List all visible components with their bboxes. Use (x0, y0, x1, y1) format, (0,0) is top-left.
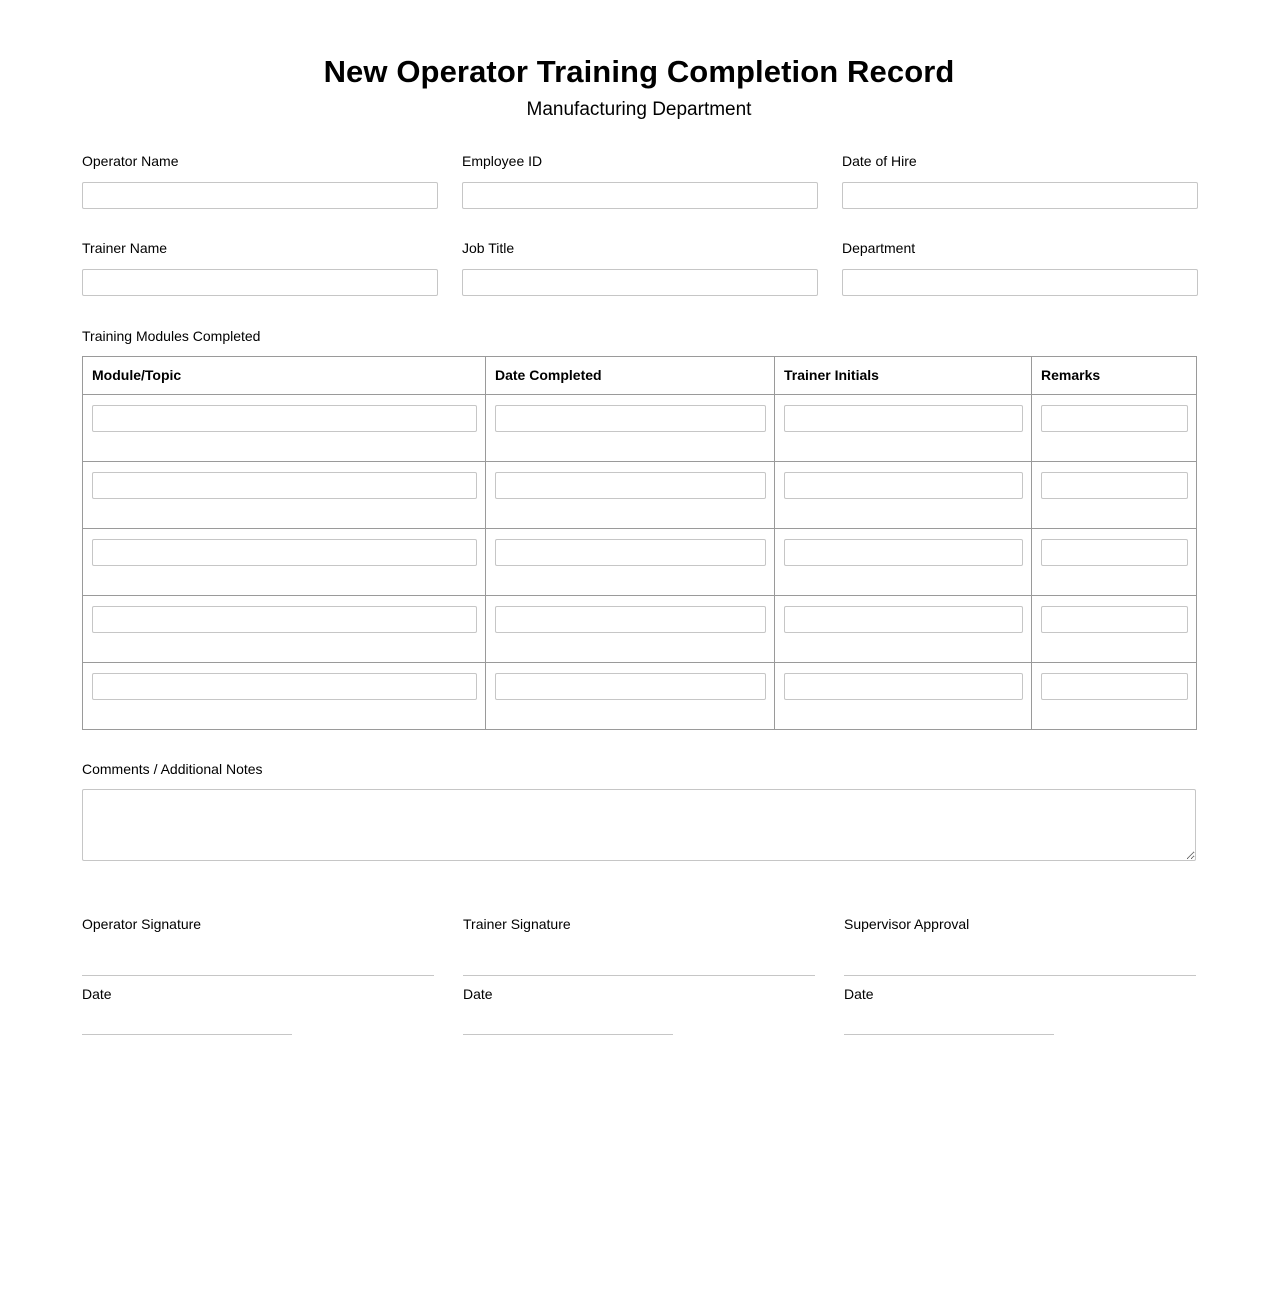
page-title: New Operator Training Completion Record (323, 54, 955, 89)
module-input-row-1[interactable] (92, 405, 477, 432)
trainer-initials-input-row-2[interactable] (784, 472, 1023, 499)
trainer-signature-label: Trainer Signature (463, 916, 571, 933)
operator-name-input[interactable] (82, 182, 438, 209)
date-of-hire-label: Date of Hire (842, 153, 917, 170)
module-input-row-3[interactable] (92, 539, 477, 566)
trainer-initials-input-row-1[interactable] (784, 405, 1023, 432)
table-row (83, 462, 1197, 529)
department-label: Department (842, 240, 916, 257)
remarks-input-row-5[interactable] (1041, 673, 1188, 700)
cell-trainer-initials (775, 529, 1032, 596)
trainer-date-line[interactable] (463, 1034, 673, 1035)
table-header-row (83, 357, 1197, 395)
cell-date-completed (486, 462, 775, 529)
cell-trainer-initials (775, 462, 1032, 529)
field-date-of-hire (842, 153, 1198, 209)
date-completed-input-row-5[interactable] (495, 673, 766, 700)
signature-block-supervisor (844, 916, 1196, 1035)
cell-module (83, 663, 486, 730)
table-row (83, 529, 1197, 596)
trainer-initials-input-row-5[interactable] (784, 673, 1023, 700)
module-input-row-2[interactable] (92, 472, 477, 499)
date-completed-input-row-1[interactable] (495, 405, 766, 432)
job-title-input[interactable] (462, 269, 818, 296)
column-header-trainer-initials: Trainer Initials (775, 357, 1032, 395)
cell-trainer-initials (775, 663, 1032, 730)
operator-name-label: Operator Name (82, 153, 179, 170)
comments-section (82, 761, 1196, 861)
trainer-name-label: Trainer Name (82, 240, 168, 257)
field-trainer-name (82, 240, 438, 296)
department-input[interactable] (842, 269, 1198, 296)
remarks-input-row-1[interactable] (1041, 405, 1188, 432)
cell-date-completed (486, 529, 775, 596)
page-subtitle: Manufacturing Department (526, 98, 752, 120)
field-job-title (462, 240, 818, 296)
date-completed-input-row-4[interactable] (495, 606, 766, 633)
trainer-initials-input-row-4[interactable] (784, 606, 1023, 633)
module-input-row-5[interactable] (92, 673, 477, 700)
comments-label: Comments / Additional Notes (82, 761, 263, 778)
operator-signature-line[interactable] (82, 975, 434, 976)
date-of-hire-input[interactable] (842, 182, 1198, 209)
supervisor-approval-label: Supervisor Approval (844, 916, 970, 933)
table-body (83, 395, 1197, 730)
cell-date-completed (486, 596, 775, 663)
field-department (842, 240, 1198, 296)
operator-date-line[interactable] (82, 1034, 292, 1035)
trainer-date-label: Date (463, 986, 493, 1003)
operator-signature-label: Operator Signature (82, 916, 202, 933)
training-modules-label: Training Modules Completed (82, 328, 261, 345)
operator-date-label: Date (82, 986, 112, 1003)
cell-remarks (1032, 462, 1197, 529)
table-row (83, 663, 1197, 730)
cell-trainer-initials (775, 596, 1032, 663)
grid-row-spacer (82, 209, 1198, 240)
cell-module (83, 596, 486, 663)
table-row (83, 395, 1197, 462)
cell-module (83, 462, 486, 529)
signature-block-operator (82, 916, 463, 1035)
column-header-remarks: Remarks (1032, 357, 1197, 395)
module-input-row-4[interactable] (92, 606, 477, 633)
remarks-input-row-2[interactable] (1041, 472, 1188, 499)
job-title-label: Job Title (462, 240, 515, 257)
cell-date-completed (486, 663, 775, 730)
supervisor-date-label: Date (844, 986, 874, 1003)
trainer-initials-input-row-3[interactable] (784, 539, 1023, 566)
cell-remarks (1032, 596, 1197, 663)
cell-remarks (1032, 395, 1197, 462)
trainer-signature-line[interactable] (463, 975, 815, 976)
trainer-name-input[interactable] (82, 269, 438, 296)
employee-id-input[interactable] (462, 182, 818, 209)
cell-trainer-initials (775, 395, 1032, 462)
cell-remarks (1032, 529, 1197, 596)
operator-details-grid (82, 153, 1196, 296)
cell-remarks (1032, 663, 1197, 730)
training-modules-table (82, 356, 1197, 730)
column-header-date-completed: Date Completed (486, 357, 775, 395)
date-completed-input-row-3[interactable] (495, 539, 766, 566)
employee-id-label: Employee ID (462, 153, 543, 170)
column-header-module: Module/Topic (83, 357, 486, 395)
date-completed-input-row-2[interactable] (495, 472, 766, 499)
table-head (83, 357, 1197, 395)
comments-textarea[interactable] (82, 789, 1196, 861)
training-modules-section (82, 328, 1196, 730)
signature-block-trainer (463, 916, 844, 1035)
cell-date-completed (486, 395, 775, 462)
cell-module (83, 529, 486, 596)
remarks-input-row-4[interactable] (1041, 606, 1188, 633)
cell-module (83, 395, 486, 462)
field-employee-id (462, 153, 818, 209)
supervisor-signature-line[interactable] (844, 975, 1196, 976)
signatures-grid (82, 916, 1196, 1035)
remarks-input-row-3[interactable] (1041, 539, 1188, 566)
supervisor-date-line[interactable] (844, 1034, 1054, 1035)
field-operator-name (82, 153, 438, 209)
table-row (83, 596, 1197, 663)
